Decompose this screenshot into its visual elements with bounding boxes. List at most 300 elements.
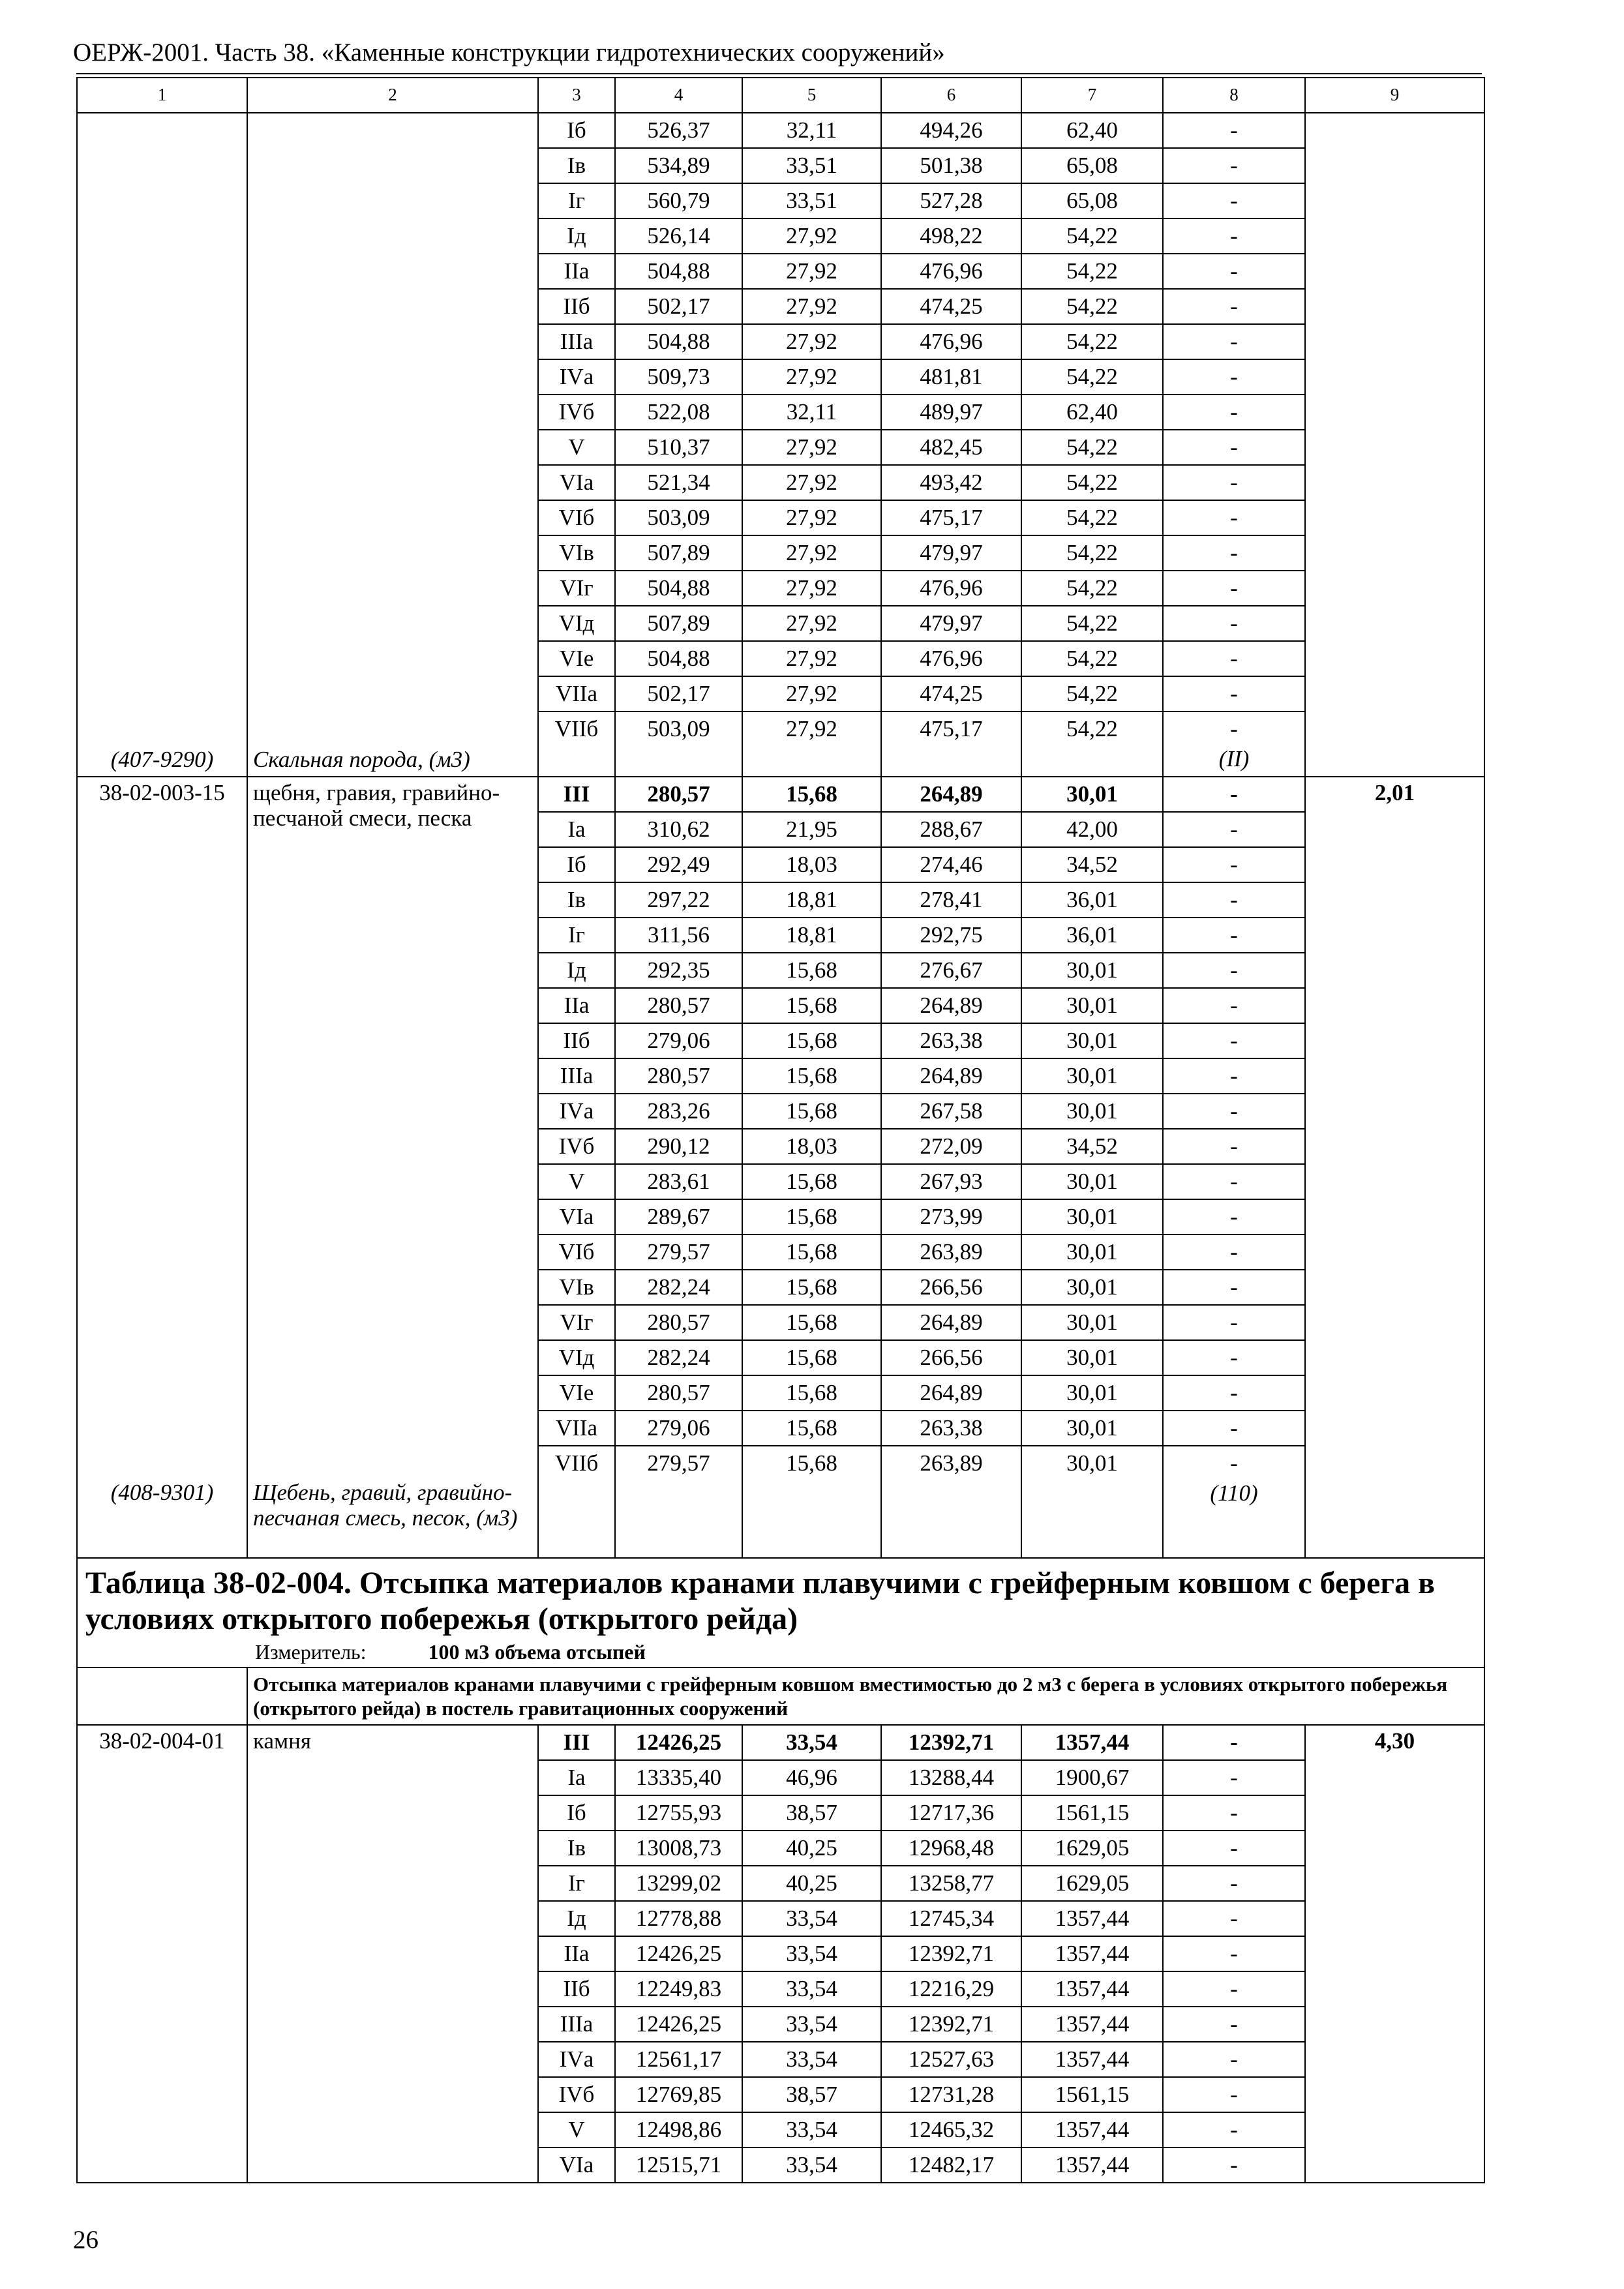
value-cell: III [538, 1725, 615, 1760]
value-cell: 27,92 [742, 676, 881, 711]
value-cell: 54,22 [1021, 535, 1163, 571]
value-cell: 54,22 [1021, 359, 1163, 395]
rate-code-cell [77, 113, 247, 777]
value-cell: 54,22 [1021, 289, 1163, 324]
value-cell: 264,89 [881, 777, 1021, 812]
rate-code-cell [77, 1725, 247, 2183]
material-qty-cell [1163, 1481, 1305, 1558]
value-cell: - [1163, 571, 1305, 606]
value-cell: - [1163, 847, 1305, 882]
value-cell: - [1163, 711, 1305, 747]
value-cell: 263,38 [881, 1023, 1021, 1058]
value-cell: 30,01 [1021, 1094, 1163, 1129]
value-cell: 12392,71 [881, 1725, 1021, 1760]
value-cell: 534,89 [615, 148, 742, 183]
value-cell: 15,68 [742, 1094, 881, 1129]
value-cell: 27,92 [742, 324, 881, 359]
value-cell: 27,92 [742, 606, 881, 641]
material-qty: (110) [1210, 1481, 1258, 1506]
value-cell: 40,25 [742, 1866, 881, 1901]
value-cell: 34,52 [1021, 1129, 1163, 1164]
value-cell: 502,17 [615, 676, 742, 711]
table-title: Таблица 38-02-004. Отсыпка материалов кранами плавучими с грейферным ковшом с берега в условиях открытого побережья (открытого рейда) [85, 1566, 1435, 1637]
empty-cell [538, 1481, 615, 1558]
value-cell: - [1163, 1866, 1305, 1901]
value-cell: - [1163, 953, 1305, 988]
value-cell: 12426,25 [615, 2007, 742, 2042]
value-cell: Iг [538, 183, 615, 218]
value-cell: 1900,67 [1021, 1760, 1163, 1795]
work-name: щебня, гравия, гравийно-песчаной смеси, песка [253, 780, 500, 831]
empty-cell [1021, 1481, 1163, 1558]
value-cell: 493,42 [881, 465, 1021, 500]
value-cell: 283,61 [615, 1164, 742, 1199]
value-cell: 30,01 [1021, 1340, 1163, 1375]
value-cell: 36,01 [1021, 882, 1163, 918]
value-cell: 15,68 [742, 777, 881, 812]
value-cell: 12465,32 [881, 2112, 1021, 2147]
material-qty: (II) [1218, 747, 1250, 771]
value-cell: 510,37 [615, 430, 742, 465]
subtitle-row [77, 1668, 1484, 1725]
value-cell: 15,68 [742, 988, 881, 1023]
value-cell: VIа [538, 1199, 615, 1234]
value-cell: - [1163, 535, 1305, 571]
value-cell: IVа [538, 1094, 615, 1129]
value-cell: VIIа [538, 1411, 615, 1446]
value-cell: 15,68 [742, 1164, 881, 1199]
value-cell: - [1163, 1094, 1305, 1129]
value-cell: 18,03 [742, 1129, 881, 1164]
value-cell: 13258,77 [881, 1866, 1021, 1901]
value-cell: 282,24 [615, 1270, 742, 1305]
value-cell: 54,22 [1021, 641, 1163, 676]
value-cell: VIа [538, 2147, 615, 2183]
value-cell: 30,01 [1021, 1164, 1163, 1199]
value-cell: 27,92 [742, 535, 881, 571]
value-cell: 12527,63 [881, 2042, 1021, 2077]
value-cell: 38,57 [742, 1795, 881, 1831]
value-cell: 290,12 [615, 1129, 742, 1164]
value-cell: 476,96 [881, 641, 1021, 676]
value-cell: Iб [538, 113, 615, 148]
value-cell: VIг [538, 1305, 615, 1340]
value-cell: 504,88 [615, 254, 742, 289]
value-cell: IIIа [538, 2007, 615, 2042]
rate-code: 38-02-003-15 [99, 780, 225, 805]
value-cell: 1357,44 [1021, 2007, 1163, 2042]
value-cell: V [538, 2112, 615, 2147]
value-cell: - [1163, 1270, 1305, 1305]
value-cell: - [1163, 430, 1305, 465]
value-cell: 503,09 [615, 500, 742, 535]
value-cell: IIIа [538, 1058, 615, 1094]
value-cell: 501,38 [881, 148, 1021, 183]
value-cell: - [1163, 395, 1305, 430]
value-cell: 18,03 [742, 847, 881, 882]
value-cell: 481,81 [881, 359, 1021, 395]
value-cell: IVа [538, 2042, 615, 2077]
value-cell: IIIа [538, 324, 615, 359]
value-cell: Iа [538, 812, 615, 847]
value-cell: 279,57 [615, 1234, 742, 1270]
value-cell: 12561,17 [615, 2042, 742, 2077]
value-cell: 65,08 [1021, 148, 1163, 183]
value-cell: 263,89 [881, 1234, 1021, 1270]
value-cell: - [1163, 812, 1305, 847]
value-cell: VIе [538, 1375, 615, 1411]
value-cell: - [1163, 1199, 1305, 1234]
value-cell: 474,25 [881, 676, 1021, 711]
value-cell: 33,51 [742, 148, 881, 183]
value-cell: VIв [538, 1270, 615, 1305]
value-cell: 507,89 [615, 606, 742, 641]
value-cell: 27,92 [742, 359, 881, 395]
value-cell: 54,22 [1021, 430, 1163, 465]
value-cell: 297,22 [615, 882, 742, 918]
value-cell: 279,06 [615, 1411, 742, 1446]
value-cell: 489,97 [881, 395, 1021, 430]
value-cell: VIIб [538, 711, 615, 747]
value-cell: VIб [538, 500, 615, 535]
page-number: 26 [73, 2226, 98, 2254]
value-cell: 12498,86 [615, 2112, 742, 2147]
table-title-row [77, 1558, 1484, 1668]
value-cell: IVб [538, 1129, 615, 1164]
value-cell: 292,49 [615, 847, 742, 882]
value-cell: - [1163, 1795, 1305, 1831]
value-cell: - [1163, 254, 1305, 289]
value-cell: 479,97 [881, 535, 1021, 571]
value-cell: 30,01 [1021, 1234, 1163, 1270]
value-cell: 267,93 [881, 1164, 1021, 1199]
value-cell: - [1163, 2042, 1305, 2077]
value-cell: 521,34 [615, 465, 742, 500]
value-cell: VIв [538, 535, 615, 571]
rate-code: 38-02-004-01 [99, 1728, 225, 1754]
value-cell: 12426,25 [615, 1725, 742, 1760]
value-cell: 15,68 [742, 1058, 881, 1094]
value-cell: 12392,71 [881, 1936, 1021, 1971]
value-cell: VIIб [538, 1446, 615, 1481]
value-cell: - [1163, 676, 1305, 711]
empty-cell [615, 747, 742, 777]
value-cell: 12392,71 [881, 2007, 1021, 2042]
value-cell: 280,57 [615, 988, 742, 1023]
value-cell: 527,28 [881, 183, 1021, 218]
value-cell: 54,22 [1021, 711, 1163, 747]
value-cell: 30,01 [1021, 1411, 1163, 1446]
value-cell: - [1163, 1760, 1305, 1795]
value-cell: 264,89 [881, 988, 1021, 1023]
value-cell: 46,96 [742, 1760, 881, 1795]
material-name: Скальная порода, (м3) [253, 747, 470, 772]
value-cell: Iб [538, 1795, 615, 1831]
value-cell: 12745,34 [881, 1901, 1021, 1936]
empty-cell [1021, 747, 1163, 777]
value-cell: 263,89 [881, 1446, 1021, 1481]
value-cell: Iг [538, 918, 615, 953]
value-cell: - [1163, 1901, 1305, 1936]
value-cell: V [538, 430, 615, 465]
value-cell: 27,92 [742, 500, 881, 535]
value-cell: 62,40 [1021, 113, 1163, 148]
value-cell: 476,96 [881, 571, 1021, 606]
value-cell: IVа [538, 359, 615, 395]
value-cell: V [538, 1164, 615, 1199]
value-cell: 479,97 [881, 606, 1021, 641]
rate-code-cell [77, 777, 247, 1558]
value-cell: 65,08 [1021, 183, 1163, 218]
value-cell: - [1163, 1164, 1305, 1199]
table-row [77, 113, 1484, 148]
column-number: 4 [615, 78, 742, 113]
value-cell: - [1163, 641, 1305, 676]
value-cell: 21,95 [742, 812, 881, 847]
value-cell: - [1163, 183, 1305, 218]
value-cell: Iв [538, 1831, 615, 1866]
value-cell: 1357,44 [1021, 1901, 1163, 1936]
work-name: камня [253, 1728, 311, 1754]
value-cell: 504,88 [615, 324, 742, 359]
value-cell: 33,54 [742, 1936, 881, 1971]
value-cell: 264,89 [881, 1375, 1021, 1411]
value-cell: Iд [538, 953, 615, 988]
empty-cell [742, 1481, 881, 1558]
value-cell: 15,68 [742, 1375, 881, 1411]
value-cell: 1561,15 [1021, 2077, 1163, 2112]
column-number: 8 [1163, 78, 1305, 113]
value-cell: 1357,44 [1021, 2112, 1163, 2147]
value-cell: 504,88 [615, 641, 742, 676]
value-cell: 560,79 [615, 183, 742, 218]
value-cell: VIа [538, 465, 615, 500]
value-cell: 33,54 [742, 1971, 881, 2007]
value-cell: - [1163, 2147, 1305, 2183]
value-cell: 15,68 [742, 1234, 881, 1270]
value-cell: IVб [538, 2077, 615, 2112]
value-cell: 279,06 [615, 1023, 742, 1058]
material-code: (407-9290) [110, 747, 214, 772]
value-cell: - [1163, 218, 1305, 254]
value-cell: 282,24 [615, 1340, 742, 1375]
value-cell: 12717,36 [881, 1795, 1021, 1831]
value-cell: Iв [538, 882, 615, 918]
value-cell: 1357,44 [1021, 1936, 1163, 1971]
value-cell: - [1163, 359, 1305, 395]
value-cell: III [538, 777, 615, 812]
value-cell: 280,57 [615, 1305, 742, 1340]
value-cell: 15,68 [742, 1270, 881, 1305]
value-cell: IIа [538, 1936, 615, 1971]
value-cell: 54,22 [1021, 465, 1163, 500]
value-cell: 475,17 [881, 711, 1021, 747]
value-cell: 311,56 [615, 918, 742, 953]
value-cell: - [1163, 1058, 1305, 1094]
value-cell: 12778,88 [615, 1901, 742, 1936]
value-cell: 292,35 [615, 953, 742, 988]
value-cell: 267,58 [881, 1094, 1021, 1129]
value-cell: 280,57 [615, 777, 742, 812]
value-cell: 503,09 [615, 711, 742, 747]
value-cell: 15,68 [742, 953, 881, 988]
value-cell: - [1163, 2077, 1305, 2112]
value-cell: - [1163, 2007, 1305, 2042]
value-cell: 30,01 [1021, 1375, 1163, 1411]
value-cell: 12216,29 [881, 1971, 1021, 2007]
value-cell: 15,68 [742, 1340, 881, 1375]
value-cell: 266,56 [881, 1270, 1021, 1305]
value-cell: 1561,15 [1021, 1795, 1163, 1831]
column-number: 6 [881, 78, 1021, 113]
column-number: 9 [1305, 78, 1484, 113]
coefficient-cell [1305, 113, 1484, 777]
value-cell: 264,89 [881, 1058, 1021, 1094]
value-cell: 54,22 [1021, 254, 1163, 289]
value-cell: 292,75 [881, 918, 1021, 953]
value-cell: 33,54 [742, 2007, 881, 2042]
estimate-table [76, 77, 1485, 2183]
empty-cell [538, 747, 615, 777]
empty-cell [742, 747, 881, 777]
value-cell: - [1163, 2112, 1305, 2147]
empty-cell [881, 747, 1021, 777]
value-cell: 42,00 [1021, 812, 1163, 847]
value-cell: 54,22 [1021, 324, 1163, 359]
value-cell: - [1163, 1446, 1305, 1481]
value-cell: 273,99 [881, 1199, 1021, 1234]
value-cell: 474,25 [881, 289, 1021, 324]
value-cell: - [1163, 1129, 1305, 1164]
value-cell: 1357,44 [1021, 1725, 1163, 1760]
value-cell: 33,54 [742, 1725, 881, 1760]
value-cell: 12769,85 [615, 2077, 742, 2112]
coefficient: 2,01 [1374, 780, 1415, 805]
value-cell: Iб [538, 847, 615, 882]
value-cell: 504,88 [615, 571, 742, 606]
measure-line [85, 1641, 1476, 1664]
value-cell: - [1163, 148, 1305, 183]
value-cell: - [1163, 1023, 1305, 1058]
value-cell: 288,67 [881, 812, 1021, 847]
column-number: 5 [742, 78, 881, 113]
value-cell: 13008,73 [615, 1831, 742, 1866]
value-cell: Iд [538, 1901, 615, 1936]
value-cell: 12731,28 [881, 2077, 1021, 2112]
value-cell: 33,54 [742, 2042, 881, 2077]
value-cell: 27,92 [742, 254, 881, 289]
value-cell: VIд [538, 606, 615, 641]
value-cell: - [1163, 1725, 1305, 1760]
value-cell: VIб [538, 1234, 615, 1270]
value-cell: 12482,17 [881, 2147, 1021, 2183]
value-cell: 283,26 [615, 1094, 742, 1129]
value-cell: 522,08 [615, 395, 742, 430]
coefficient-cell [1305, 777, 1484, 1558]
value-cell: 1357,44 [1021, 2147, 1163, 2183]
value-cell: 40,25 [742, 1831, 881, 1866]
value-cell: Iг [538, 1866, 615, 1901]
work-name-cell [247, 1725, 538, 2183]
value-cell: 12426,25 [615, 1936, 742, 1971]
value-cell: 12249,83 [615, 1971, 742, 2007]
value-cell: 509,73 [615, 359, 742, 395]
value-cell: 280,57 [615, 1058, 742, 1094]
value-cell: - [1163, 1936, 1305, 1971]
value-cell: 502,17 [615, 289, 742, 324]
value-cell: 272,09 [881, 1129, 1021, 1164]
value-cell: 27,92 [742, 465, 881, 500]
value-cell: 289,67 [615, 1199, 742, 1234]
work-name-cell [247, 777, 538, 1558]
value-cell: 27,92 [742, 218, 881, 254]
value-cell: 30,01 [1021, 1446, 1163, 1481]
value-cell: - [1163, 1831, 1305, 1866]
value-cell: 33,54 [742, 2112, 881, 2147]
value-cell: - [1163, 113, 1305, 148]
value-cell: 266,56 [881, 1340, 1021, 1375]
value-cell: 33,54 [742, 2147, 881, 2183]
value-cell: 30,01 [1021, 1305, 1163, 1340]
value-cell: 33,51 [742, 183, 881, 218]
value-cell: 15,68 [742, 1199, 881, 1234]
value-cell: IIб [538, 289, 615, 324]
value-cell: - [1163, 988, 1305, 1023]
value-cell: IIа [538, 254, 615, 289]
table-row [77, 777, 1484, 812]
value-cell: 34,52 [1021, 847, 1163, 882]
value-cell: 18,81 [742, 918, 881, 953]
value-cell: 33,54 [742, 1901, 881, 1936]
value-cell: 54,22 [1021, 606, 1163, 641]
value-cell: 27,92 [742, 571, 881, 606]
value-cell: 264,89 [881, 1305, 1021, 1340]
value-cell: 54,22 [1021, 500, 1163, 535]
value-cell: 526,37 [615, 113, 742, 148]
value-cell: 30,01 [1021, 1023, 1163, 1058]
column-number: 3 [538, 78, 615, 113]
value-cell: VIд [538, 1340, 615, 1375]
value-cell: Iв [538, 148, 615, 183]
value-cell: - [1163, 918, 1305, 953]
value-cell: 30,01 [1021, 777, 1163, 812]
value-cell: 494,26 [881, 113, 1021, 148]
value-cell: 482,45 [881, 430, 1021, 465]
material-name: Щебень, гравий, гравийно-песчаная смесь, песок, (м3) [253, 1480, 518, 1531]
value-cell: IIб [538, 1023, 615, 1058]
value-cell: 32,11 [742, 113, 881, 148]
value-cell: 27,92 [742, 289, 881, 324]
work-name-cell [247, 113, 538, 777]
value-cell: 30,01 [1021, 1058, 1163, 1094]
value-cell: 13335,40 [615, 1760, 742, 1795]
measure-label: Измеритель: [255, 1640, 367, 1664]
value-cell: 32,11 [742, 395, 881, 430]
value-cell: 38,57 [742, 2077, 881, 2112]
subtitle-cell: Отсыпка материалов кранами плавучими с грейферным ковшом вместимостью до 2 м3 с берега в условиях открытого побережья (открытого рейда) в постель гравитационных сооружений [247, 1668, 1484, 1725]
value-cell: - [1163, 882, 1305, 918]
value-cell: 279,57 [615, 1446, 742, 1481]
material-qty-cell [1163, 747, 1305, 777]
coefficient-cell [1305, 1725, 1484, 2183]
value-cell: 18,81 [742, 882, 881, 918]
value-cell: 30,01 [1021, 953, 1163, 988]
value-cell: 30,01 [1021, 988, 1163, 1023]
value-cell: 30,01 [1021, 1199, 1163, 1234]
value-cell: Iд [538, 218, 615, 254]
value-cell: VIIа [538, 676, 615, 711]
value-cell: 13288,44 [881, 1760, 1021, 1795]
